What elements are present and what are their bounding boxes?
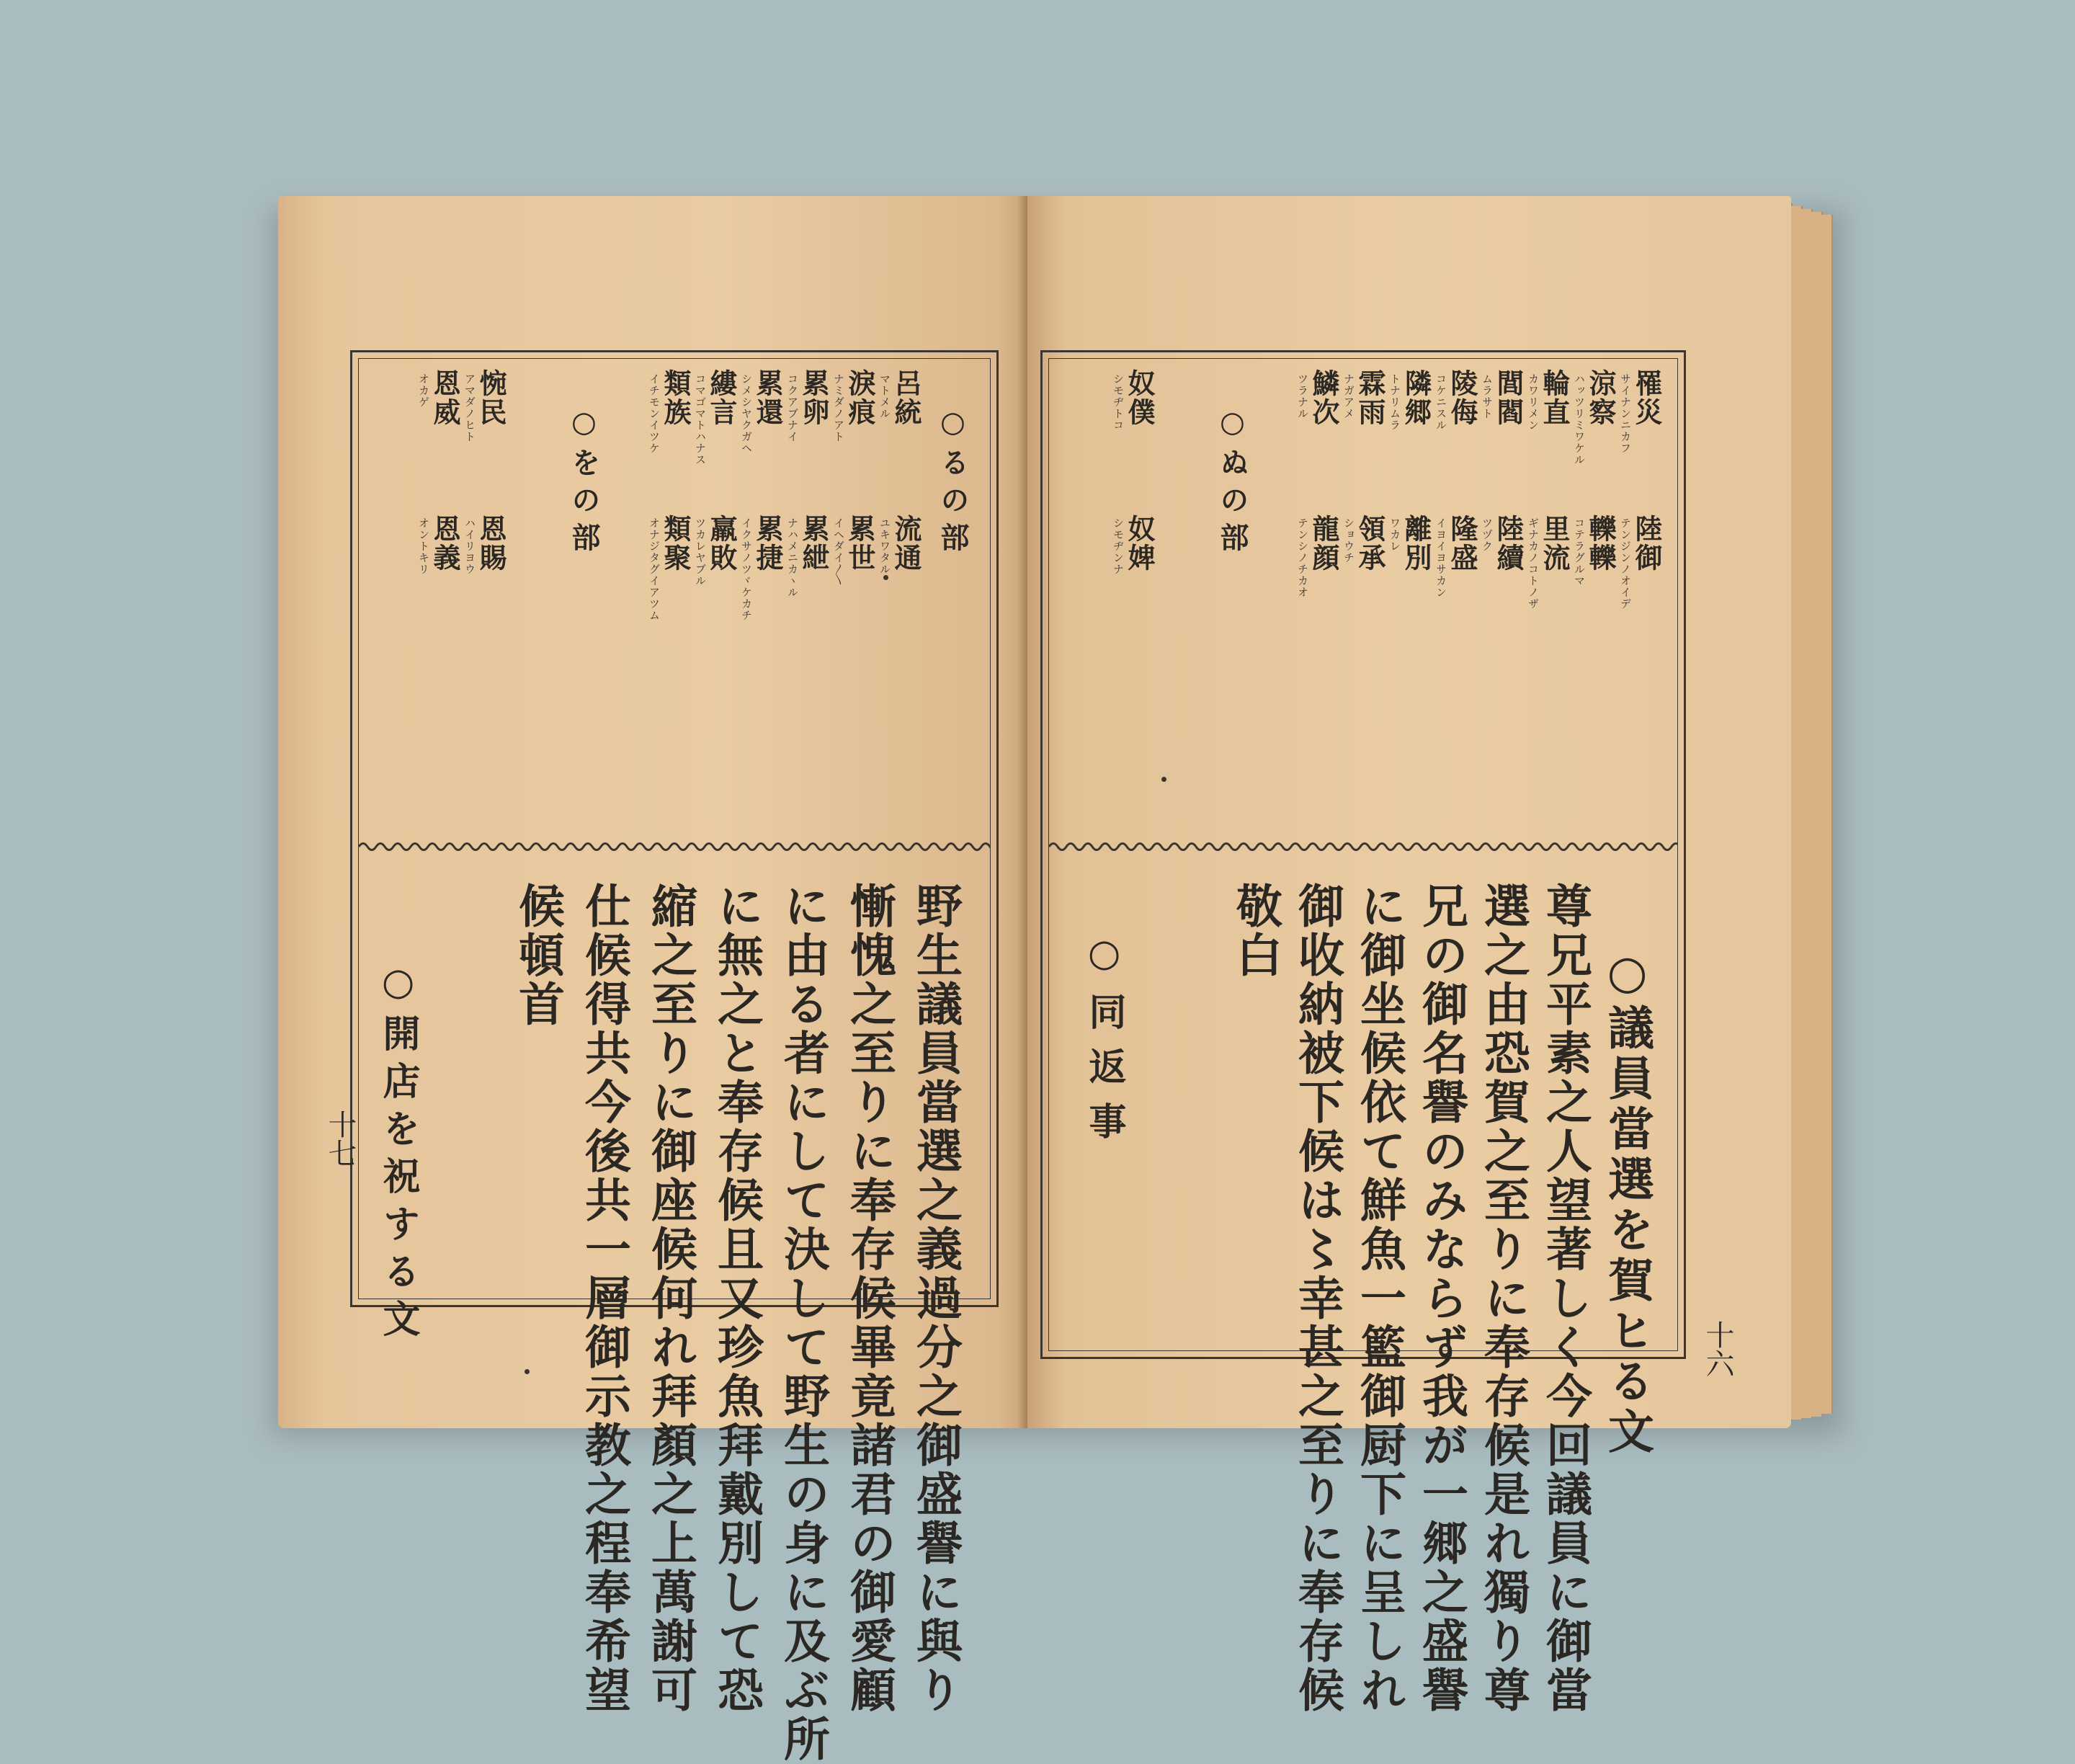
glossary-word: 恩義 — [429, 514, 461, 572]
glossary-word: 奴婢 — [1123, 514, 1156, 572]
glossary-word: 領承 — [1354, 514, 1386, 572]
glossary-word: 呂統 — [890, 369, 922, 427]
letter-line: 尊兄平素之人望著しく今回議員に御當 — [1538, 882, 1592, 1715]
glossary-word: 縷言 — [705, 369, 738, 427]
ink-speck — [883, 575, 888, 580]
ink-speck — [525, 1369, 530, 1374]
letter-line: 縮之至りに御座候何れ拜顏之上萬謝可 — [643, 882, 697, 1715]
glossary-gloss: カワリメン — [1527, 373, 1540, 431]
glossary-gloss: イチモンイツケ — [648, 373, 661, 454]
letter-line: 御收納被下候は〻幸甚之至りに奉存候 — [1290, 882, 1344, 1715]
glossary-gloss: アマダノヒト — [463, 373, 476, 442]
wavy-divider — [359, 839, 990, 855]
section-header: ○るの部 — [936, 405, 970, 560]
glossary-word: 羸敗 — [705, 514, 738, 572]
glossary-word: 鱗次 — [1308, 369, 1340, 427]
glossary-word: 輪直 — [1538, 369, 1571, 427]
page-number: 十六 — [1701, 1320, 1734, 1378]
glossary-word: 里流 — [1538, 514, 1571, 572]
glossary-word: 淚痕 — [844, 369, 876, 427]
glossary-word: 恩賜 — [475, 514, 507, 572]
glossary-word: 罹災 — [1630, 369, 1663, 427]
glossary-gloss: ナハメニカヽル — [786, 517, 799, 598]
glossary-gloss: テンシノチカオ — [1296, 517, 1309, 598]
glossary-word: 霖雨 — [1354, 369, 1386, 427]
letter-title-reply: ○同返事 — [1082, 931, 1126, 1157]
glossary-gloss: シモヂンナ — [1112, 517, 1125, 575]
letter-line: 野生議員當選之義過分之御盛譽に與り — [909, 882, 963, 1715]
letter-line: 仕候得共今後共一層御示教之程奉希望 — [577, 882, 631, 1715]
left-page — [278, 196, 1027, 1764]
glossary-gloss: コマゴマトハナス — [694, 373, 707, 466]
glossary-gloss: コテラグルマ — [1573, 517, 1586, 587]
glossary-word: 累世 — [844, 514, 876, 572]
glossary-word: 流通 — [890, 514, 922, 572]
glossary-word: 累卵 — [798, 369, 830, 427]
letter-line: に由る者にして決して野生の身に及ぶ所 — [776, 882, 830, 1764]
right-page — [1027, 196, 1791, 1715]
glossary-word: 恩威 — [429, 369, 461, 427]
glossary-gloss: ナガアメ — [1342, 373, 1355, 419]
glossary-gloss: コクアブナイ — [786, 373, 799, 442]
glossary-gloss: ツヅク — [1481, 517, 1494, 552]
glossary-word: 離別 — [1400, 514, 1432, 572]
letter-line: 候頓首 — [511, 882, 565, 1029]
glossary-word: 隆盛 — [1446, 514, 1478, 572]
glossary-gloss: ハッツリミワケル — [1573, 373, 1586, 466]
glossary-word: 隣郷 — [1400, 369, 1432, 427]
glossary-gloss: マトメル — [878, 373, 891, 419]
glossary-word: 陵侮 — [1446, 369, 1478, 427]
glossary-gloss: シモヂトコ — [1112, 373, 1125, 431]
glossary-gloss: トナリムラ — [1388, 373, 1401, 431]
glossary-word: 惋民 — [475, 369, 507, 427]
ink-speck — [1161, 777, 1166, 782]
glossary-gloss: シメシヤクガヘ — [740, 373, 753, 454]
letter-line: に御坐候依て鮮魚一籃御厨下に呈しれ — [1352, 882, 1406, 1715]
glossary-word: 奴僕 — [1123, 369, 1156, 427]
glossary-word: 類聚 — [659, 514, 692, 572]
letter-line: 選之由恐賀之至りに奉存候是れ獨り尊 — [1476, 882, 1530, 1715]
glossary-gloss: イクサノツヾケカチ — [740, 517, 753, 621]
page-number: 十七 — [323, 1110, 357, 1167]
glossary-gloss: ユキワタル — [878, 517, 891, 575]
glossary-word: 閭閻 — [1492, 369, 1525, 427]
letter-line: 敬白 — [1228, 882, 1282, 980]
glossary-gloss: ムラサト — [1481, 373, 1494, 419]
glossary-gloss: ツカレヤブル — [694, 517, 707, 587]
glossary-word: 轢轢 — [1584, 514, 1617, 572]
glossary-gloss: イヘダイ〳〵 — [832, 517, 845, 586]
glossary-gloss: イヨイヨサカン — [1434, 517, 1447, 598]
glossary-gloss: ワカレ — [1388, 517, 1401, 552]
letter-line: に無之と奉存候且又珍魚拜戴別して恐 — [710, 882, 764, 1715]
letter-line: 兄の御名譽のみならず我が一郷之盛譽 — [1414, 882, 1468, 1715]
glossary-word: 累還 — [751, 369, 784, 427]
glossary-gloss: サイナンニカフ — [1619, 373, 1632, 454]
letter-title: ○議員當選を賀ヒる文 — [1600, 945, 1654, 1458]
glossary-gloss: ギナカノコトノザ — [1527, 517, 1540, 610]
glossary-gloss: ハイリヨウ — [463, 517, 476, 575]
glossary-gloss: オナジタグイアツム — [648, 517, 661, 621]
glossary-gloss: オントキリ — [417, 517, 430, 575]
glossary-gloss: ツラナル — [1296, 373, 1309, 419]
glossary-word: 累捷 — [751, 514, 784, 572]
page-edge — [1821, 215, 1833, 1414]
glossary-word: 類族 — [659, 369, 692, 427]
glossary-gloss: ナミダノアト — [832, 373, 845, 442]
section-header: ○ぬの部 — [1215, 405, 1249, 560]
letter-title-store-opening: ○開店を祝する文 — [376, 960, 420, 1347]
glossary-gloss: コケニスル — [1434, 373, 1447, 431]
glossary-word: 累紲 — [798, 514, 830, 572]
section-header: ○をの部 — [567, 405, 601, 560]
glossary-gloss: ショウチ — [1342, 517, 1355, 564]
wavy-divider — [1049, 839, 1677, 855]
letter-line: 慚愧之至りに奉存候畢竟諸君の御愛顧 — [842, 882, 896, 1715]
glossary-word: 涼察 — [1584, 369, 1617, 427]
glossary-gloss: オカゲ — [417, 373, 430, 408]
glossary-word: 龍顔 — [1308, 514, 1340, 572]
glossary-word: 陸續 — [1492, 514, 1525, 572]
glossary-word: 陸御 — [1630, 514, 1663, 572]
glossary-gloss: テンジンノオイデ — [1619, 517, 1632, 610]
